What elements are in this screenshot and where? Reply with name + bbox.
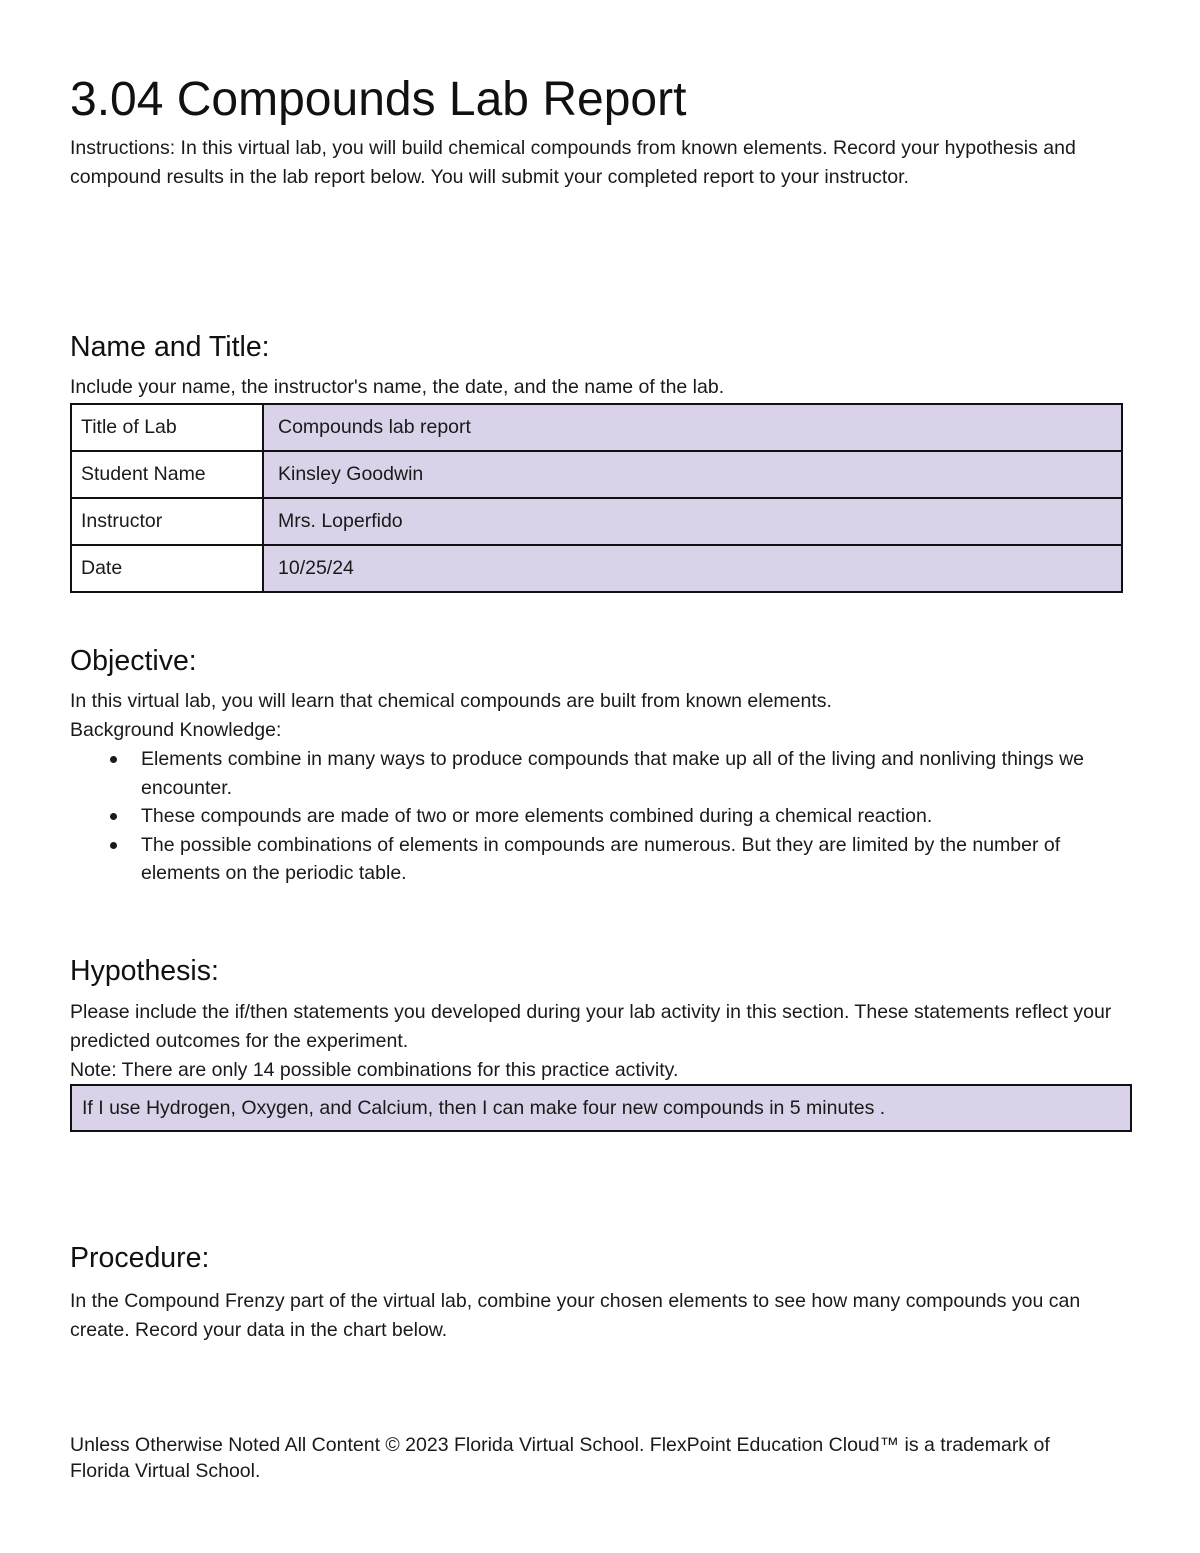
background-knowledge-label: Background Knowledge:	[70, 719, 282, 741]
table-row	[71, 545, 1122, 592]
hypothesis-heading: Hypothesis:	[70, 955, 219, 987]
bullet-icon	[110, 842, 117, 849]
title-of-lab-label: Title of Lab	[71, 404, 263, 451]
objective-text: In this virtual lab, you will learn that chemical compounds are built from known elements.	[70, 690, 832, 712]
instructor-value[interactable]: Mrs. Loperfido	[263, 498, 1122, 545]
table-row	[71, 498, 1122, 545]
hypothesis-answer-box[interactable]: If I use Hydrogen, Oxygen, and Calcium, then I can make four new compounds in 5 minutes .	[70, 1084, 1132, 1132]
table-row	[71, 451, 1122, 498]
procedure-text: In the Compound Frenzy part of the virtual lab, combine your chosen elements to see how many compounds you can create. Record your data in the chart below.	[70, 1290, 1081, 1341]
list-item	[70, 802, 1100, 831]
bullet-text: These compounds are made of two or more elements combined during a chemical reaction.	[141, 805, 933, 827]
bullet-text: The possible combinations of elements in compounds are numerous. But they are limited by the number of elements on the periodic table.	[141, 833, 1061, 884]
name-and-title-heading: Name and Title:	[70, 331, 270, 363]
hypothesis-instructions: Please include the if/then statements you developed during your lab activity in this section. These statements reflect your predicted outcomes for the experiment.	[70, 1001, 1112, 1052]
name-section-instructions: Include your name, the instructor's name, the date, and the name of the lab.	[70, 376, 725, 398]
student-name-label: Student Name	[71, 451, 263, 498]
student-name-value[interactable]: Kinsley Goodwin	[263, 451, 1122, 498]
instructions-text: Instructions: In this virtual lab, you will build chemical compounds from known elements. Record your hypothesis and compound results in the lab report below. You will submit your completed report to your instructor.	[70, 137, 1076, 188]
objective-heading: Objective:	[70, 645, 197, 677]
title-of-lab-value[interactable]: Compounds lab report	[263, 404, 1122, 451]
bullet-icon	[110, 813, 117, 820]
bullet-icon	[110, 756, 117, 763]
lab-info-table	[70, 403, 1123, 593]
background-bullet-list	[70, 745, 1100, 888]
copyright-footer: Unless Otherwise Noted All Content © 2023 Florida Virtual School. FlexPoint Education Cloud™ is a trademark of Florida Virtual School.	[70, 1434, 1050, 1482]
list-item	[70, 831, 1100, 888]
date-value[interactable]: 10/25/24	[263, 545, 1122, 592]
bullet-text: Elements combine in many ways to produce compounds that make up all of the living and nonliving things we encounter.	[141, 748, 1085, 799]
table-row	[71, 404, 1122, 451]
list-item	[70, 745, 1100, 802]
date-label: Date	[71, 545, 263, 592]
instructor-label: Instructor	[71, 498, 263, 545]
document-title: 3.04 Compounds Lab Report	[70, 73, 687, 126]
hypothesis-note: Note: There are only 14 possible combinations for this practice activity.	[70, 1059, 679, 1081]
procedure-heading: Procedure:	[70, 1242, 210, 1274]
